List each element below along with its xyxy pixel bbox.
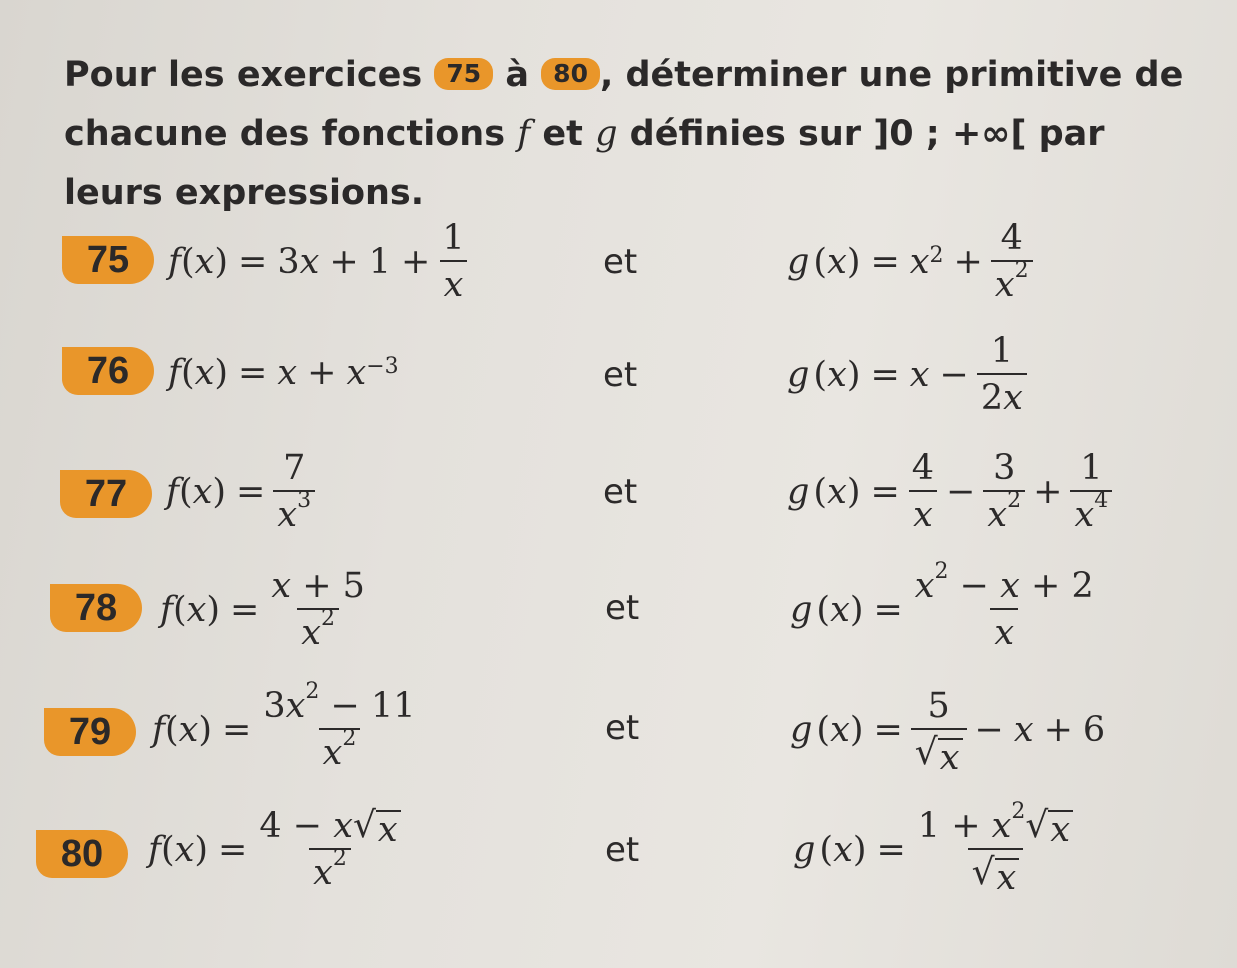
connector-et: et <box>603 242 638 282</box>
connector-et: et <box>605 708 640 748</box>
connector-et: et <box>603 472 638 512</box>
function-f-expression: f ( x ) = $\frac{3x^2 - 11}{x^2}$ <box>152 680 428 780</box>
exercise-number-badge: 79 <box>44 708 136 756</box>
instructions-text: , déterminer une primitive de chacune des fonctions <box>64 55 1184 154</box>
instructions-text: à <box>493 55 542 95</box>
instructions-text: et <box>530 114 596 154</box>
exercise-row <box>0 442 1237 542</box>
function-g-expression: g ( x ) = x − $\frac{1}{2x}$ <box>787 325 1035 425</box>
exercise-number-badge: 78 <box>50 584 142 632</box>
function-f-expression: f ( x ) = $\frac{7}{x^3}$ <box>166 442 323 542</box>
function-name-g: g <box>595 114 618 154</box>
exercise-number-badge: 75 <box>62 236 154 284</box>
instructions-text: Pour les exercices <box>64 55 435 95</box>
exercise-number-badge: 76 <box>62 347 154 395</box>
exercise-row <box>0 800 1237 900</box>
exercise-row <box>0 560 1237 660</box>
exercise-row <box>0 325 1237 425</box>
function-g-expression: g ( x ) = 5 √ x − x + 6 <box>790 686 1106 778</box>
exercise-number-badge: 77 <box>60 470 152 518</box>
exercise-row <box>0 680 1237 780</box>
function-name-f: f <box>517 114 531 154</box>
function-f-expression: f ( x ) = 4 − x √ x $x^2$ <box>148 800 413 900</box>
exercise-number-badge: 80 <box>36 830 128 878</box>
instructions-paragraph <box>64 46 1214 223</box>
function-g-expression: g ( x ) = $\frac{x^2 - x + 2}{x}$ <box>790 560 1106 660</box>
connector-et: et <box>603 355 638 395</box>
function-f-expression: f ( x ) = 3 x + 1 + $\frac{1}{x}$ <box>168 212 477 312</box>
function-f-expression: f ( x ) = $\frac{x + 5}{x^2}$ <box>160 560 377 660</box>
instructions-text: définies sur ]0 ; +∞[ par leurs expressions. <box>64 114 1105 213</box>
function-g-expression: g ( x ) = $\frac{4}{x}$ − $\frac{3}{x^2}$ + $\frac{1}{x^4}$ <box>787 442 1120 542</box>
function-g-expression: g ( x ) = $1 + x^2$ √ x √ x <box>793 800 1085 900</box>
function-f-expression: f ( x ) = x + x $^{-3}$ <box>168 353 399 393</box>
function-g-expression: g ( x ) = x $^2$ + $\frac{4}{x^2}$ <box>787 212 1041 312</box>
connector-et: et <box>605 588 640 628</box>
exercise-row <box>0 212 1237 312</box>
exercise-range-start-badge: 75 <box>434 58 493 90</box>
connector-et: et <box>605 830 640 870</box>
exercise-range-end-badge: 80 <box>541 58 600 90</box>
